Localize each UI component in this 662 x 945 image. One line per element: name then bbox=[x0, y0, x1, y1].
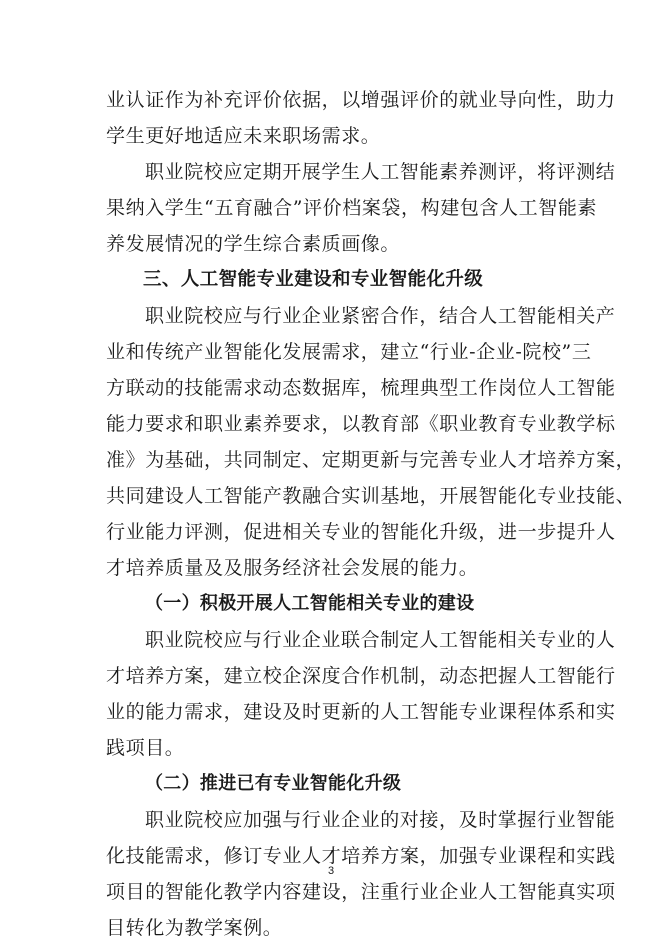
paragraph-line: 业和传统产业智能化发展需求，建立“行业-企业-院校”三 bbox=[106, 341, 592, 363]
paragraph-line: 准》为基础，共同制定、定期更新与完善专业人才培养方案， bbox=[106, 449, 636, 471]
paragraph-line: 养发展情况的学生综合素质画像。 bbox=[106, 233, 401, 255]
paragraph-line: 行业能力评测，促进相关专业的智能化升级，进一步提升人 bbox=[106, 521, 616, 543]
paragraph-line: 共同建设人工智能产教融合实训基地，开展智能化专业技能、 bbox=[106, 485, 636, 507]
paragraph-line: 方联动的技能需求动态数据库，梳理典型工作岗位人工智能 bbox=[106, 377, 616, 399]
page-number: 3 bbox=[327, 865, 335, 877]
paragraph-line: 践项目。 bbox=[106, 737, 185, 759]
paragraph-line: 项目的智能化教学内容建设，注重行业企业人工智能真实项 bbox=[106, 881, 616, 903]
paragraph-line: 果纳入学生“五育融合”评价档案袋，构建包含人工智能素 bbox=[106, 197, 598, 219]
paragraph-line: 化技能需求，修订专业人才培养方案，加强专业课程和实践 bbox=[106, 845, 616, 867]
paragraph-line: 才培养质量及及服务经济社会发展的能力。 bbox=[106, 557, 479, 579]
paragraph-line: 学生更好地适应未来职场需求。 bbox=[106, 125, 381, 147]
subsection-heading: （一）积极开展人工智能相关专业的建设 bbox=[145, 593, 475, 614]
paragraph-line: 职业院校应与行业企业联合制定人工智能相关专业的人 bbox=[145, 629, 616, 651]
section-heading: 三、人工智能专业建设和专业智能化升级 bbox=[143, 269, 484, 290]
subsection-heading: （二）推进已有专业智能化升级 bbox=[145, 773, 402, 794]
paragraph-line: 才培养方案，建立校企深度合作机制，动态把握人工智能行 bbox=[106, 665, 616, 687]
paragraph-line: 职业院校应定期开展学生人工智能素养测评，将评测结 bbox=[145, 161, 616, 183]
paragraph-line: 目转化为教学案例。 bbox=[106, 917, 283, 939]
paragraph-line: 职业院校应与行业企业紧密合作，结合人工智能相关产 bbox=[145, 305, 616, 327]
paragraph-line: 业的能力需求，建设及时更新的人工智能专业课程体系和实 bbox=[106, 701, 616, 723]
paragraph-line: 职业院校应加强与行业企业的对接，及时掌握行业智能 bbox=[145, 809, 616, 831]
paragraph-line: 能力要求和职业素养要求，以教育部《职业教育专业教学标 bbox=[106, 413, 616, 435]
paragraph-line: 业认证作为补充评价依据，以增强评价的就业导向性，助力 bbox=[106, 89, 616, 111]
